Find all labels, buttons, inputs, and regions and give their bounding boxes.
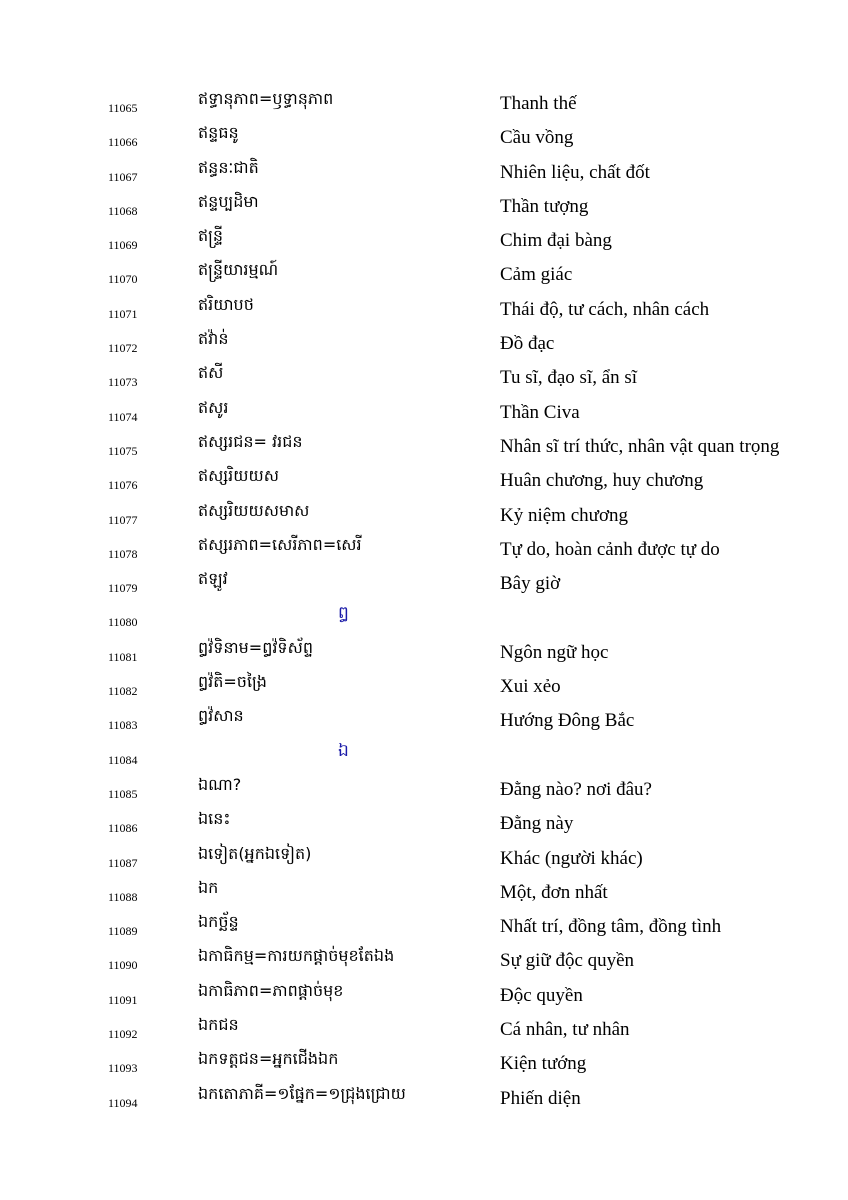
entry-row (0, 943, 848, 977)
vietnamese-translation: Chim đại bàng (500, 230, 612, 252)
entry-number: 11087 (108, 855, 138, 870)
khmer-term: ឯកតោភាគី=១ផ្នែក=១ជ្រុងជ្រោយ (198, 1083, 406, 1103)
khmer-term: ឯនេះ (198, 809, 231, 829)
entry-row (0, 635, 848, 669)
khmer-term: ឰវ៉តិ=ចង្រៃ (198, 672, 267, 692)
entry-row (0, 463, 848, 497)
vietnamese-translation: Nhiên liệu, chất đốt (500, 161, 650, 183)
khmer-term: ឥសី (198, 363, 224, 383)
khmer-term: ឥទ្ធានុភាព=ឫទ្ធានុភាព (198, 89, 334, 108)
vietnamese-translation: Bây giờ (500, 573, 561, 595)
khmer-term: ឯកច្ឆ័ន្ទ (198, 912, 239, 932)
khmer-term: ឯកាធិកម្ម=ការយកផ្ដាច់មុខតែឯង (198, 946, 395, 966)
khmer-term: ឥន្ទ្រីយារម្មណ៍ (198, 260, 279, 280)
vietnamese-translation: Khác (người khác) (500, 847, 643, 869)
entry-row (0, 360, 848, 394)
entry-number: 11068 (108, 203, 138, 218)
entry-number: 11072 (108, 341, 138, 356)
vietnamese-translation: Đồ đạc (500, 333, 555, 355)
vietnamese-translation: Đằng này (500, 813, 574, 835)
vietnamese-translation: Một, đơn nhất (500, 881, 608, 903)
entry-row (0, 669, 848, 703)
khmer-term: ឥស្សរជន= វរជន (198, 431, 303, 451)
entry-number: 11077 (108, 512, 138, 527)
section-header-row (0, 600, 848, 634)
entry-number: 11080 (108, 615, 138, 630)
vietnamese-translation: Kiện tướng (500, 1053, 587, 1075)
entry-row (0, 429, 848, 463)
vietnamese-translation: Sự giữ độc quyền (500, 950, 635, 972)
entry-number: 11075 (108, 443, 138, 458)
entry-row (0, 875, 848, 909)
entry-number: 11089 (108, 924, 138, 939)
vietnamese-translation: Tự do, hoàn cảnh được tự do (500, 538, 720, 560)
entry-row (0, 326, 848, 360)
khmer-term: ឥន្ទប្បដិមា (198, 191, 259, 211)
khmer-term: ឰវ៉ទិនាម=ឰវ៉ទិស័ព្ទ (198, 637, 313, 657)
entry-row (0, 772, 848, 806)
entry-number: 11074 (108, 409, 138, 424)
vietnamese-translation: Hướng Đông Bắc (500, 710, 635, 732)
entry-number: 11065 (108, 101, 138, 115)
section-header-row (0, 738, 848, 772)
vietnamese-translation: Thần tượng (500, 195, 589, 217)
entry-row (0, 1081, 848, 1115)
entry-row (0, 909, 848, 943)
khmer-term: ឥវ៉ាន់ (198, 329, 229, 349)
khmer-term: ឥន្ធនៈជាតិ (198, 157, 259, 177)
entry-number: 11083 (108, 718, 138, 733)
entry-row (0, 189, 848, 223)
vietnamese-translation: Thái độ, tư cách, nhân cách (500, 298, 710, 320)
vietnamese-translation: Nhân sĩ trí thức, nhân vật quan trọng (500, 435, 780, 457)
vietnamese-translation: Nhất trí, đồng tâm, đồng tình (500, 916, 722, 938)
entry-number: 11084 (108, 752, 138, 767)
entry-number: 11067 (108, 169, 138, 184)
vietnamese-translation: Cảm giác (500, 264, 573, 286)
vietnamese-translation: Xui xẻo (500, 676, 561, 698)
entry-row (0, 806, 848, 840)
entry-number: 11090 (108, 958, 138, 973)
vietnamese-translation: Độc quyền (500, 984, 583, 1006)
entry-row (0, 1046, 848, 1080)
vietnamese-translation: Cá nhân, tư nhân (500, 1019, 630, 1041)
entry-number: 11078 (108, 546, 138, 561)
entry-row (0, 223, 848, 257)
khmer-term: ឥសូរ (198, 397, 229, 417)
entry-number: 11082 (108, 684, 138, 699)
entry-row (0, 978, 848, 1012)
vietnamese-translation: Ngôn ngữ học (500, 641, 609, 663)
entry-row (0, 566, 848, 600)
khmer-term: ឥឡូវ (198, 569, 228, 589)
section-letter: ឰ (338, 603, 349, 624)
khmer-term: ឯណា? (198, 774, 242, 794)
vietnamese-translation: Cầu vồng (500, 127, 574, 149)
entry-row (0, 86, 848, 120)
khmer-term: ឯកទត្តជន=អ្នកជើងឯក (198, 1049, 339, 1069)
entry-row (0, 841, 848, 875)
entry-number: 11086 (108, 821, 138, 836)
entry-number: 11071 (108, 306, 138, 321)
entry-number: 11091 (108, 992, 138, 1007)
khmer-term: ឯកាធិភាព=ភាពផ្ដាច់មុខ (198, 980, 344, 1000)
khmer-term: ឥស្សរិយយស (198, 466, 279, 486)
dictionary-entries (0, 86, 848, 1115)
entry-row (0, 395, 848, 429)
section-letter: ឯ (338, 740, 349, 761)
entry-row (0, 292, 848, 326)
vietnamese-translation: Thần Civa (500, 401, 580, 423)
entry-number: 11079 (108, 581, 138, 596)
entry-number: 11066 (108, 135, 138, 150)
entry-row (0, 120, 848, 154)
khmer-term: ឯទៀត(អ្នកឯទៀត) (198, 843, 312, 863)
entry-number: 11088 (108, 889, 138, 904)
vietnamese-translation: Phiến diện (500, 1087, 581, 1109)
entry-number: 11085 (108, 786, 138, 801)
vietnamese-translation: Đằng nào? nơi đâu? (500, 778, 652, 800)
khmer-term: ឥស្សរិយយសមាស (198, 500, 310, 520)
entry-number: 11073 (108, 375, 138, 390)
khmer-term: ឥន្ទ្រី (198, 226, 224, 246)
vietnamese-translation: Kỷ niệm chương (500, 504, 628, 526)
entry-row (0, 155, 848, 189)
entry-number: 11093 (108, 1061, 138, 1076)
entry-row (0, 1012, 848, 1046)
entry-number: 11070 (108, 272, 138, 287)
entry-row (0, 498, 848, 532)
entry-row (0, 532, 848, 566)
entry-number: 11092 (108, 1027, 138, 1042)
khmer-term: ឯកជន (198, 1015, 239, 1035)
entry-row (0, 703, 848, 737)
khmer-term: ឥស្សរភាព=សេរីភាព=សេរី (198, 534, 362, 554)
vietnamese-translation: Thanh thế (500, 93, 577, 114)
khmer-term: ឥន្ទធនូ (198, 123, 239, 143)
entry-number: 11081 (108, 649, 138, 664)
entry-number: 11069 (108, 238, 138, 253)
entry-number: 11076 (108, 478, 138, 493)
vietnamese-translation: Huân chương, huy chương (500, 470, 704, 492)
khmer-term: ឯក (198, 877, 219, 897)
vietnamese-translation: Tu sĩ, đạo sĩ, ẩn sĩ (500, 367, 638, 389)
entry-number: 11094 (108, 1095, 138, 1110)
khmer-term: ឥរិយាបថ (198, 294, 254, 314)
khmer-term: ឰវ៉សាន (198, 706, 244, 726)
entry-row (0, 257, 848, 291)
